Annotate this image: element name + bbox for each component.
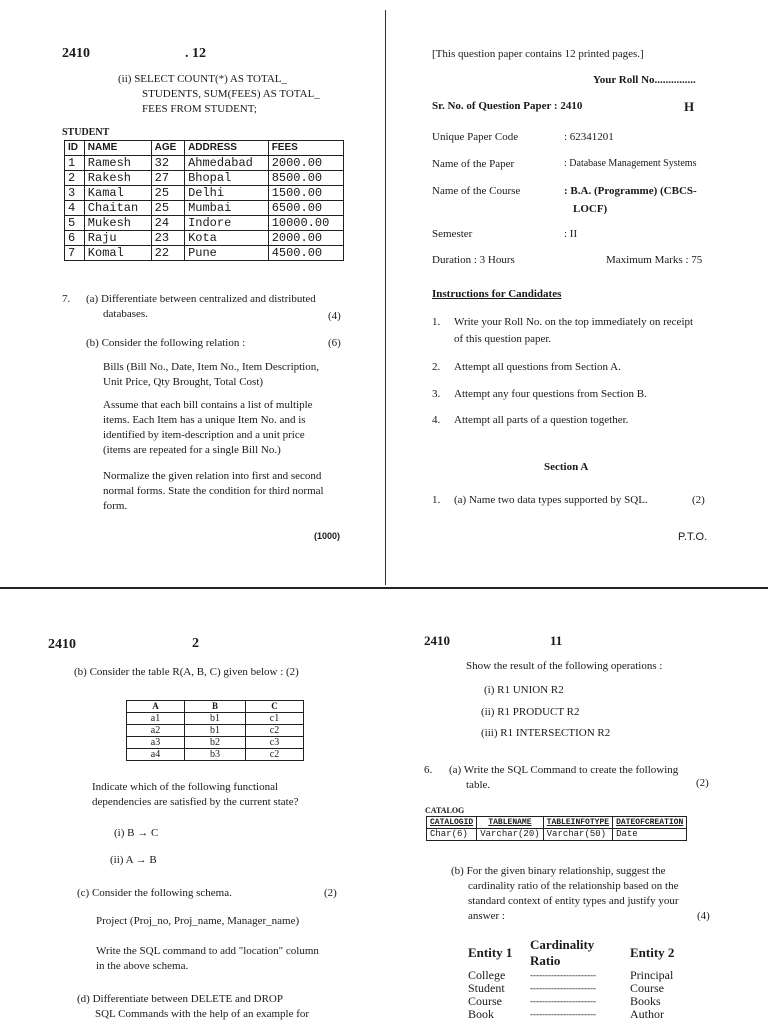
fd-a-to-b: (ii) A → B [110,854,157,866]
r-table-cell: b3 [184,749,245,761]
student-table-cell: 22 [151,246,184,261]
q6b-marks: (4) [697,910,710,922]
instruction-number: 4. [432,414,441,426]
student-table-header-cell: FEES [268,141,343,156]
r-table-cell: b2 [184,737,245,749]
instruction-number: 2. [432,361,441,373]
entity-cell: ---------------------- [530,983,596,993]
cover-field-label: Unique Paper Code [432,131,519,143]
q6b-line-4: answer : [468,910,505,922]
q1-number: 1. [432,494,441,506]
maximum-marks: Maximum Marks : 75 [606,254,703,266]
q7a [86,292,348,322]
student-table-cell: 3 [65,186,85,201]
duration: Duration : 3 Hours [432,254,515,266]
instruction-text: Attempt any four questions from Section B. [454,388,647,400]
catalog-cell: Date [613,829,687,841]
instruction-number: 1. [432,316,441,328]
q-b: (b) Consider the table R(A, B, C) given below : (2) [74,666,299,678]
q6b-line-3: standard context of entity types and justify your [468,895,679,907]
entity-header [468,937,690,969]
sql-query [118,72,350,117]
sheet-separator [0,587,768,589]
entity-cell: College [468,968,506,982]
r-table-row [127,713,304,725]
catalog-header [427,817,687,829]
entity-cell: ---------------------- [530,996,596,1006]
student-table-cell: Mumbai [185,201,269,216]
entity-cell: Course [468,994,502,1008]
paper-code: 2410 [62,46,90,61]
r-table-row [127,749,304,761]
student-table-row [65,201,344,216]
op-product: (ii) R1 PRODUCT R2 [481,706,580,718]
r-table-cell: a2 [127,725,185,737]
student-table-header [65,141,344,156]
q7a-line-1: (a) Differentiate between centralized and distributed [86,293,316,305]
q7b: (b) Consider the following relation : [86,337,246,349]
norm-line-1: Normalize the given relation into first and second [103,470,322,482]
page-number-p2: 2 [192,636,199,651]
catalog-title: CATALOG [425,806,465,815]
q6a-marks: (2) [696,777,709,789]
r-table-header-cell: B [184,701,245,713]
entity-cell: Books [630,994,661,1008]
fd-b-to-c: (i) B → C [114,827,159,839]
write-sql-text [96,944,356,974]
student-table-cell: 8500.00 [268,171,343,186]
catalog-header-cell: TABLENAME [477,817,543,829]
student-table-cell: 4500.00 [268,246,343,261]
paper-code-p2: 2410 [48,637,76,652]
show-results: Show the result of the following operations : [466,660,663,672]
student-table-cell: 23 [151,231,184,246]
indicate-text [92,780,354,810]
instruction-text: Attempt all questions from Section A. [454,361,621,373]
student-table-header-cell: NAME [84,141,151,156]
r-table-cell: c3 [246,737,304,749]
student-table [64,140,344,261]
entity-cell: ---------------------- [530,970,596,980]
student-table-cell: 2 [65,171,85,186]
r-table-cell: a1 [127,713,185,725]
entity-cell: Book [468,1007,495,1021]
cover-field-value: LOCF) [573,203,608,215]
q7a-marks: (4) [328,310,341,322]
roll-number: Your Roll No............... [593,74,696,86]
entity-cell: ---------------------- [530,1009,596,1019]
student-table-cell: Raju [84,231,151,246]
student-table-cell: 2000.00 [268,231,343,246]
r-table-cell: a4 [127,749,185,761]
indicate-line-2: dependencies are satisfied by the current state? [92,796,299,808]
assume-line-1: Assume that each bill contains a list of multiple [103,399,313,411]
r-table-header [127,701,304,713]
student-table-cell: 24 [151,216,184,231]
paper-code-p11: 2410 [424,633,450,648]
student-table-cell: 1 [65,156,85,171]
student-table-row [65,246,344,261]
cover-field-label: Name of the Course [432,185,521,197]
r-table-row [127,725,304,737]
r-table-row [127,737,304,749]
instruction-text-cont: of this question paper. [454,333,552,345]
r-table-header-cell: A [127,701,185,713]
instruction-number: 3. [432,388,441,400]
cover-field-value: : 62341201 [564,131,614,143]
q7a-line-2: databases. [103,308,148,320]
student-table-cell: Chaitan [84,201,151,216]
student-table-cell: 2000.00 [268,156,343,171]
catalog-cell: Varchar(50) [543,829,612,841]
q1a: (a) Name two data types supported by SQL. [454,494,648,506]
normalize-text [103,469,353,514]
student-table-cell: 6 [65,231,85,246]
catalog-header-cell: TABLEINFOTYPE [543,817,612,829]
student-table-row [65,216,344,231]
r-table-cell: b1 [184,713,245,725]
q1a-marks: (2) [692,494,705,506]
cover-field-value: : II [564,228,578,240]
q6-number: 6. [424,764,433,776]
student-table-cell: Komal [84,246,151,261]
entity-header-cell: Cardinality Ratio [530,937,595,968]
qd-line-2: SQL Commands with the help of an example for [95,1008,310,1020]
student-table-cell: 6500.00 [268,201,343,216]
r-table-cell: c2 [246,725,304,737]
cover-field-value: : B.A. (Programme) (CBCS- [564,185,697,197]
r-table-cell: c2 [246,749,304,761]
r-table-cell: c1 [246,713,304,725]
page-number-p11: 11 [550,633,563,648]
student-table-header-cell: ID [65,141,85,156]
entity-header-cell: Entity 1 [468,945,513,960]
q7b-marks: (6) [328,337,341,349]
student-table-cell: 10000.00 [268,216,343,231]
student-table-cell: 32 [151,156,184,171]
page-count-note: [This question paper contains 12 printed pages.] [432,48,644,60]
entity-cell: Principal [630,968,674,982]
catalog-row [427,829,687,841]
q6a-line-1: (a) Write the SQL Command to create the following [449,764,679,776]
page-number: . 12 [185,46,206,61]
student-table-cell: 1500.00 [268,186,343,201]
student-table-cell: Kamal [84,186,151,201]
catalog-header-cell: DATEOFCREATION [613,817,687,829]
r-table-cell: b1 [184,725,245,737]
q7-number: 7. [62,293,71,305]
r-table [126,700,304,761]
instruction-text: Write your Roll No. on the top immediately on receipt [454,316,694,328]
student-table-cell: Delhi [185,186,269,201]
sql-line-3: FEES FROM STUDENT; [142,103,257,115]
q6b-line-1: (b) For the given binary relationship, suggest the [451,865,666,877]
norm-line-3: form. [103,500,128,512]
assume-line-2: items. Each Item has a unique Item No. and is [103,414,306,426]
sql-line-1: (ii) SELECT COUNT(*) AS TOTAL_ [118,73,288,85]
catalog-cell: Char(6) [427,829,477,841]
student-table-title: STUDENT [62,127,110,138]
bills-relation [103,360,353,390]
student-table-cell: Kota [185,231,269,246]
section-heading: Section A [544,461,589,473]
student-table-header-cell: ADDRESS [185,141,269,156]
student-table-row [65,156,344,171]
student-table-cell: 27 [151,171,184,186]
student-table-row [65,171,344,186]
q6a [449,763,715,793]
assume-line-3: identified by item-description and a unit price [103,429,305,441]
entity-cell: Student [468,981,505,995]
entity-cell: Author [630,1007,664,1021]
student-table-cell: 25 [151,186,184,201]
student-table-cell: 25 [151,201,184,216]
assume-line-4: (items are repeated for a single Bill No.) [103,444,281,456]
op-union: (i) R1 UNION R2 [484,684,564,696]
student-table-cell: Bhopal [185,171,269,186]
indicate-line-1: Indicate which of the following functional [92,781,279,793]
instructions-title: Instructions for Candidates [432,288,562,300]
entity-cell: Course [630,981,664,995]
schema: Project (Proj_no, Proj_name, Manager_name) [96,915,300,927]
fold-line-top [385,10,386,585]
bills-line-2: Unit Price, Qty Brought, Total Cost) [103,376,264,388]
entity-table [468,937,690,1021]
print-run: (1000) [314,531,341,541]
student-table-cell: Mukesh [84,216,151,231]
norm-line-2: normal forms. State the condition for third normal [103,485,324,497]
bills-line-1: Bills (Bill No., Date, Item No., Item Description, [103,361,319,373]
q6a-line-2: table. [466,779,491,791]
student-table-row [65,231,344,246]
catalog-cell: Varchar(20) [477,829,543,841]
op-intersection: (iii) R1 INTERSECTION R2 [481,727,611,739]
qd-line-1: (d) Differentiate between DELETE and DROP [77,993,283,1005]
r-table-cell: a3 [127,737,185,749]
serial-number: Sr. No. of Question Paper : 2410 [432,100,583,112]
student-table-cell: Rakesh [84,171,151,186]
entity-row [468,1008,690,1021]
q-d [77,992,357,1022]
student-table-cell: Ramesh [84,156,151,171]
student-table-row [65,186,344,201]
write-line-1: Write the SQL command to add "location" column [96,945,319,957]
write-line-2: in the above schema. [96,960,189,972]
student-table-cell: 4 [65,201,85,216]
assume-text [103,398,353,458]
r-table-header-cell: C [246,701,304,713]
cover-field-label: Semester [432,228,473,240]
instruction-text: Attempt all parts of a question together. [454,414,629,426]
cover-field-value: : Database Management Systems [564,158,697,169]
q6b-line-2: cardinality ratio of the relationship based on the [468,880,679,892]
student-table-cell: Pune [185,246,269,261]
student-table-cell: Indore [185,216,269,231]
question-set: H [684,99,695,114]
catalog-header-cell: CATALOGID [427,817,477,829]
student-table-cell: Ahmedabad [185,156,269,171]
q6b [451,864,716,924]
student-table-cell: 5 [65,216,85,231]
q-c-marks: (2) [324,887,337,899]
student-table-cell: 7 [65,246,85,261]
cover-field-label: Name of the Paper [432,158,515,170]
student-table-header-cell: AGE [151,141,184,156]
pto-label: P.T.O. [678,531,708,543]
catalog-table [426,816,687,841]
q-c: (c) Consider the following schema. [77,887,232,899]
entity-header-cell: Entity 2 [630,945,675,960]
sql-line-2: STUDENTS, SUM(FEES) AS TOTAL_ [142,88,320,100]
